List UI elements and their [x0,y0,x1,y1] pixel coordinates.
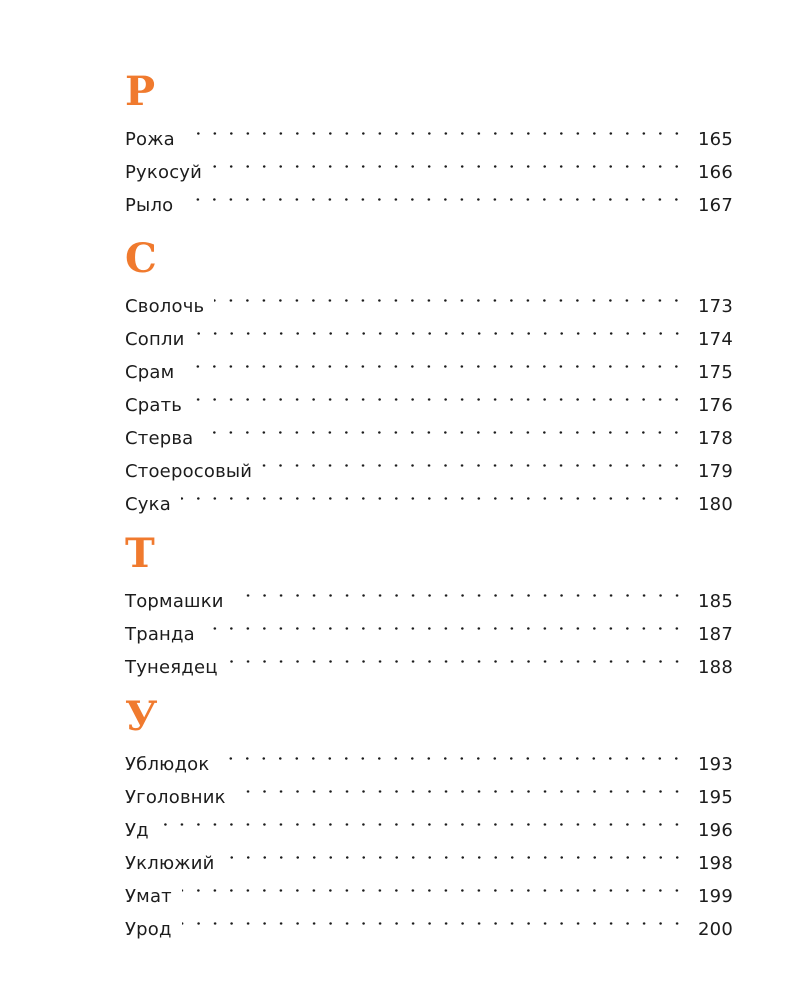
entry-term: Сволочь [125,296,205,317]
toc-entry[interactable] [125,345,733,383]
entry-page-number: 176 [698,395,733,416]
entry-term: Уголовник [125,787,226,808]
toc-entry[interactable] [125,574,733,612]
dot-leader [182,902,685,935]
dot-leader [195,312,685,345]
entry-term: Сука [125,494,171,515]
section-letter: Р [125,68,156,115]
entry-term: Уклюжий [125,853,215,874]
dot-leader [203,411,685,444]
toc-entry[interactable] [125,640,733,678]
toc-entry[interactable] [125,737,733,775]
toc-entry[interactable] [125,178,733,216]
dot-leader [184,345,685,378]
dot-leader [192,378,685,411]
toc-entry[interactable] [125,902,733,940]
entry-term: Рожа [125,129,175,150]
toc-entry[interactable] [125,145,733,183]
toc-entry[interactable] [125,444,733,482]
entry-term: Стерва [125,428,194,449]
section-u [125,691,733,940]
dot-leader [159,803,685,836]
dot-leader [219,737,685,770]
entry-page-number: 165 [698,129,733,150]
entry-term: Умат [125,886,172,907]
entry-term: Срать [125,395,183,416]
entry-term: Урод [125,919,172,940]
entry-page-number: 175 [698,362,733,383]
entry-page-number: 180 [698,494,733,515]
entry-term: Ублюдок [125,754,210,775]
dot-leader [225,836,685,869]
entry-page-number: 200 [698,919,733,940]
entry-page-number: 167 [698,195,733,216]
entry-list [125,574,733,678]
entry-page-number: 198 [698,853,733,874]
section-letter: Т [125,530,155,577]
section-r [125,66,733,216]
entry-page-number: 178 [698,428,733,449]
section-letter: У [125,693,158,740]
entry-page-number: 185 [698,591,733,612]
toc-entry[interactable] [125,477,733,515]
toc-entry[interactable] [125,803,733,841]
dot-leader [185,112,685,145]
entry-page-number: 187 [698,624,733,645]
dot-leader [214,279,685,312]
entry-page-number: 174 [698,329,733,350]
dot-leader [182,869,685,902]
entry-term: Стоеросовый [125,461,253,482]
entry-page-number: 166 [698,162,733,183]
entry-term: Тормашки [125,591,224,612]
table-of-contents [125,66,733,959]
dot-leader [183,178,685,211]
entry-list [125,279,733,515]
entry-page-number: 195 [698,787,733,808]
entry-term: Тунеядец [125,657,218,678]
dot-leader [228,640,685,673]
entry-list [125,112,733,216]
dot-leader [205,607,685,640]
toc-entry[interactable] [125,836,733,874]
entry-page-number: 193 [698,754,733,775]
section-s [125,233,733,515]
entry-page-number: 199 [698,886,733,907]
toc-entry[interactable] [125,279,733,317]
toc-entry[interactable] [125,378,733,416]
entry-term: Срам [125,362,175,383]
toc-entry[interactable] [125,112,733,150]
toc-entry[interactable] [125,312,733,350]
entry-term: Транда [125,624,195,645]
toc-entry[interactable] [125,411,733,449]
entry-term: Рукосуй [125,162,203,183]
dot-leader [236,770,685,803]
entry-term: Уд [125,820,149,841]
section-t [125,528,733,678]
toc-entry[interactable] [125,869,733,907]
dot-leader [234,574,685,607]
entry-page-number: 173 [698,296,733,317]
entry-page-number: 179 [698,461,733,482]
entry-page-number: 188 [698,657,733,678]
toc-entry[interactable] [125,607,733,645]
entry-term: Рыло [125,195,174,216]
dot-leader [212,145,685,178]
dot-leader [181,477,685,510]
dot-leader [262,444,685,477]
entry-page-number: 196 [698,820,733,841]
section-letter: С [125,235,157,282]
entry-term: Сопли [125,329,185,350]
entry-list [125,737,733,940]
